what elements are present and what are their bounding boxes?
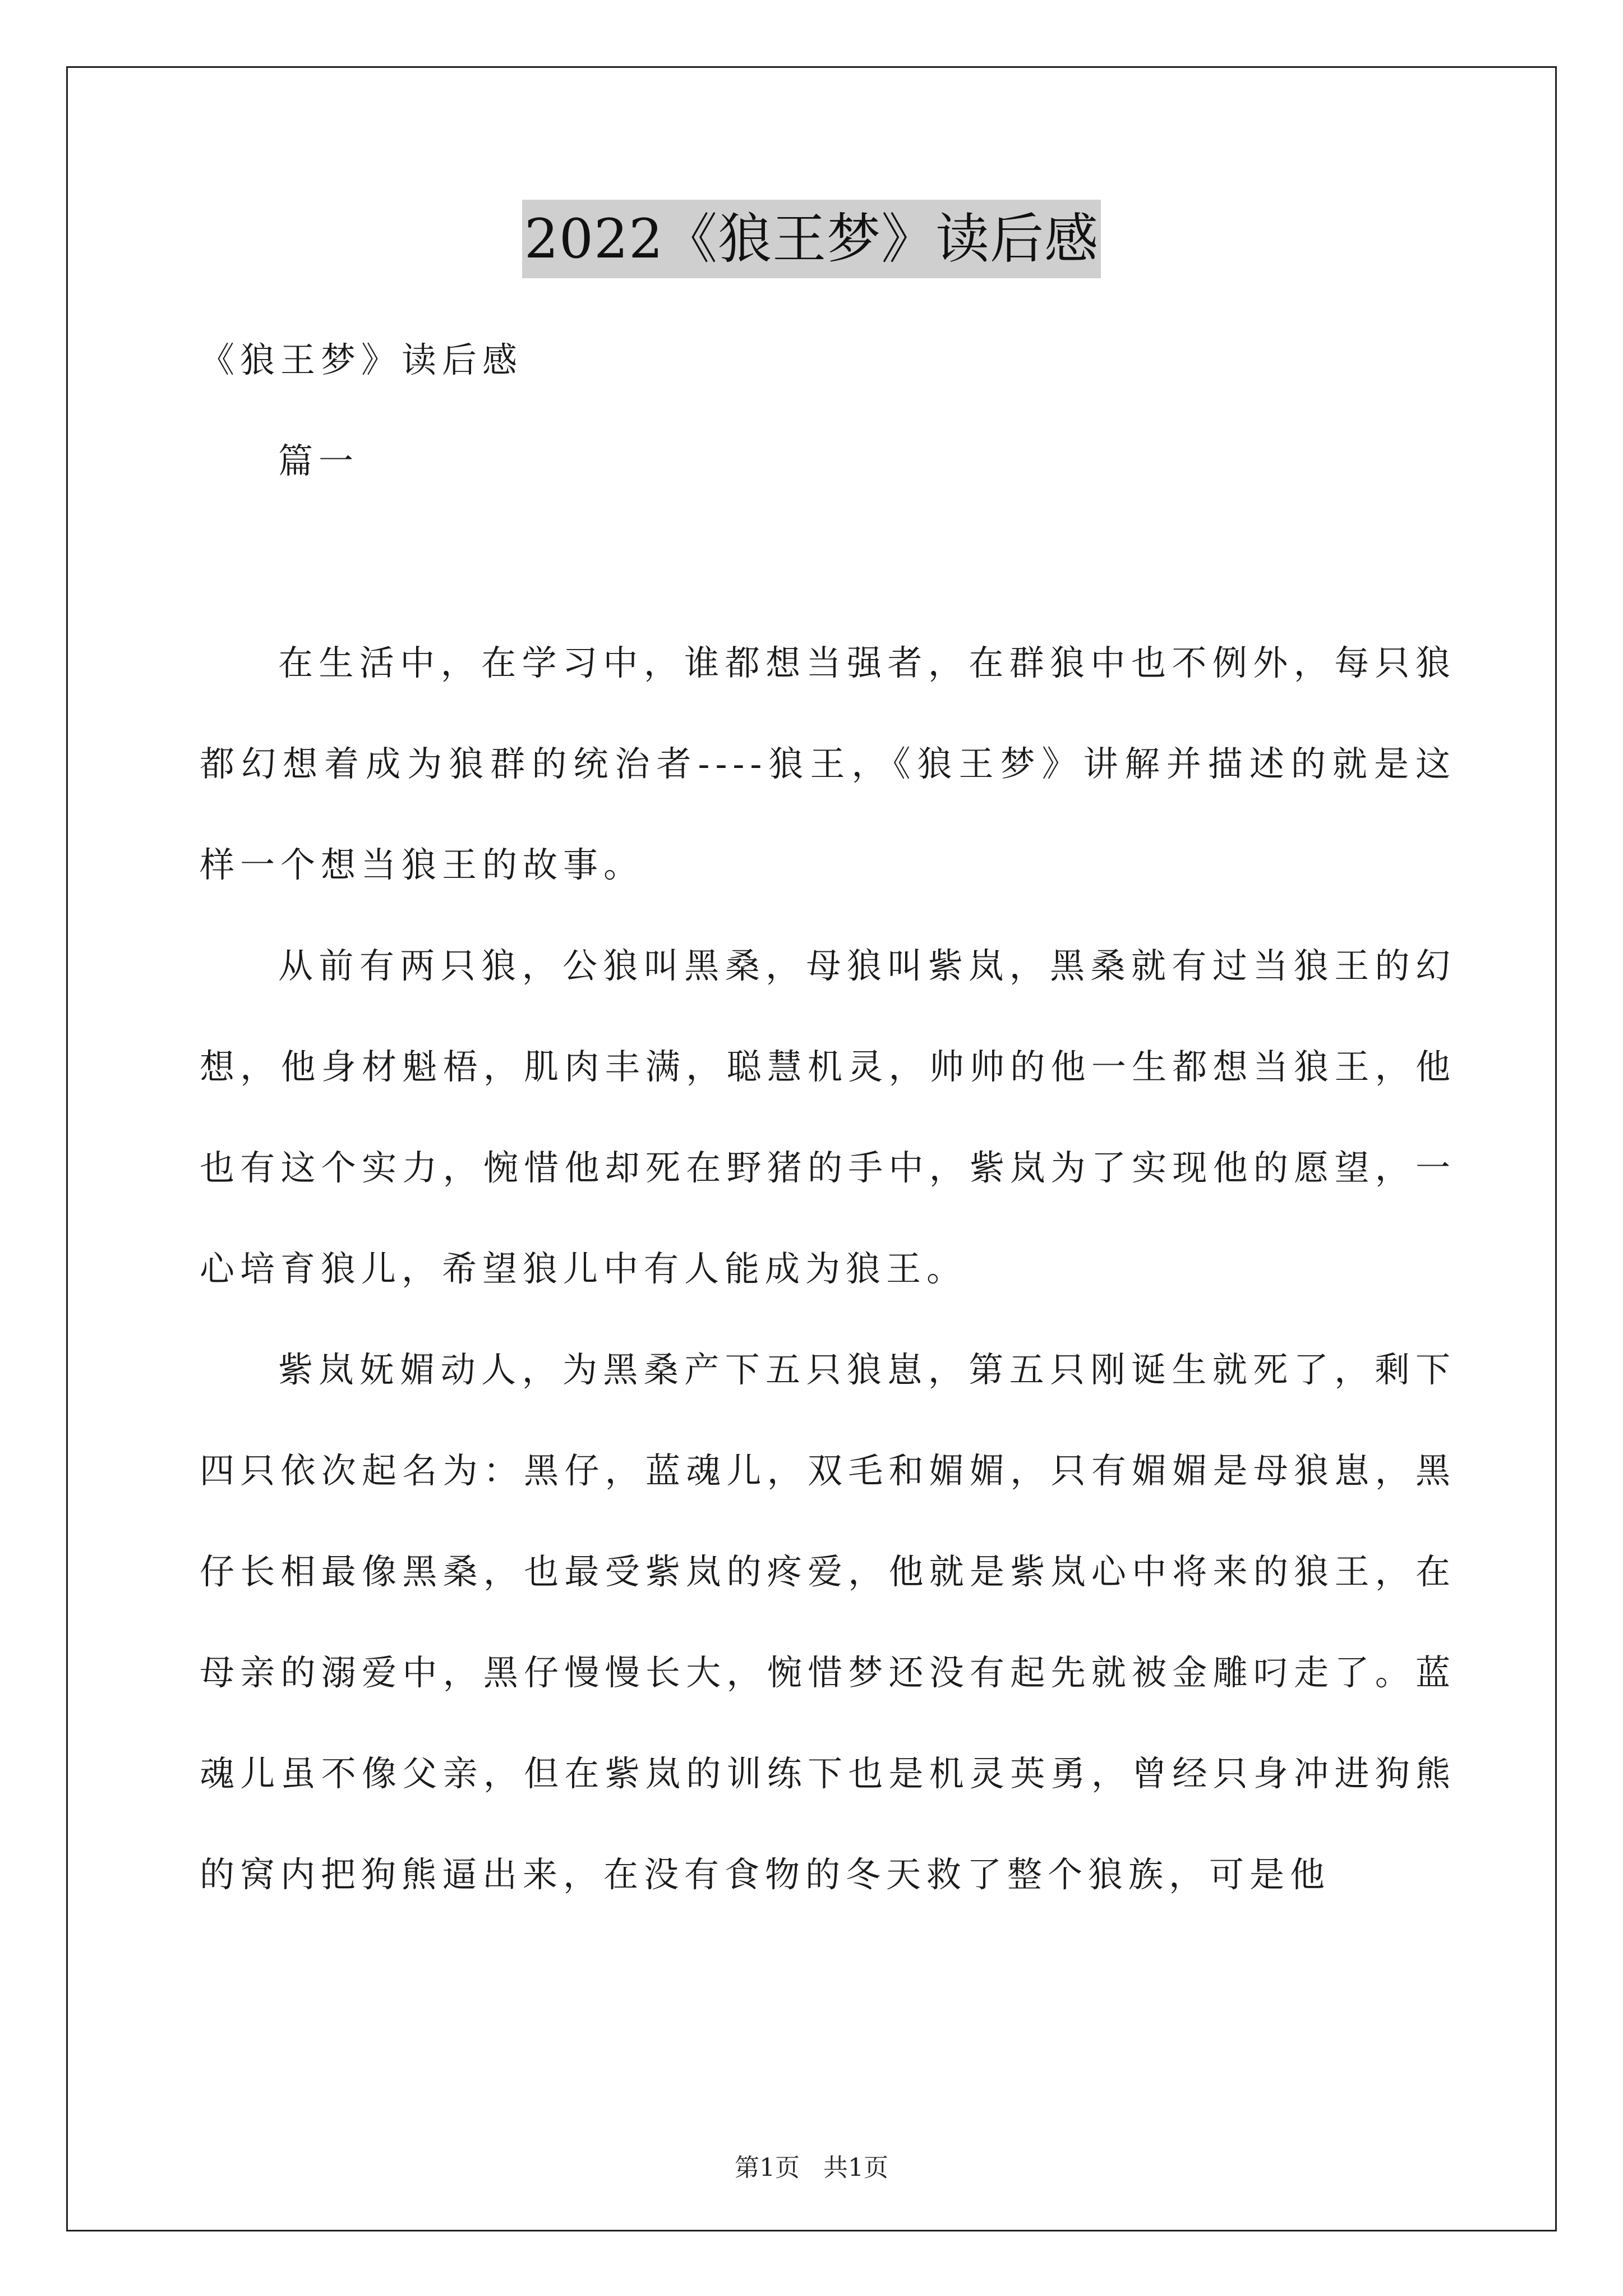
paragraph-3: 紫岚妩媚动人，为黑桑产下五只狼崽，第五只刚诞生就死了，剩下四只依次起名为：黑仔，蓝魂儿，双毛和媚媚，只有媚媚是母狼崽，黑仔长相最像黑桑，也最受紫岚的疼爱，他就是紫岚心中将来的狼王，在母亲的溺爱中，黑仔慢慢长大，惋惜梦还没有起先就被金雕叼走了。蓝魂儿虽不像父亲，但在紫岚的训练下也是机灵英勇，曾经只身冲进狗熊的窝内把狗熊逼出来，在没有食物的冬天救了整个狼族，可是他 — [200, 1349, 1456, 1895]
section-heading: 篇一 — [278, 440, 359, 481]
document-body — [200, 310, 1456, 1925]
paragraph-2: 从前有两只狼，公狼叫黑桑，母狼叫紫岚，黑桑就有过当狼王的幻想，他身材魁梧，肌肉丰满，聪慧机灵，帅帅的他一生都想当狼王，他也有这个实力，惋惜他却死在野猪的手中，紫岚为了实现他的愿望，一心培育狼儿，希望狼儿中有人能成为狼王。 — [200, 945, 1456, 1289]
page-footer: 第1页 共1页 — [735, 2154, 888, 2182]
paragraph-1: 在生活中，在学习中，谁都想当强者，在群狼中也不例外，每只狼都幻想着成为狼群的统治者----狼王，《狼王梦》讲解并描述的就是这样一个想当狼王的故事。 — [200, 642, 1456, 885]
title-container — [0, 200, 1623, 278]
document-subtitle: 《狼王梦》读后感 — [200, 339, 523, 380]
document-title: 2022《狼王梦》读后感 — [522, 200, 1101, 278]
